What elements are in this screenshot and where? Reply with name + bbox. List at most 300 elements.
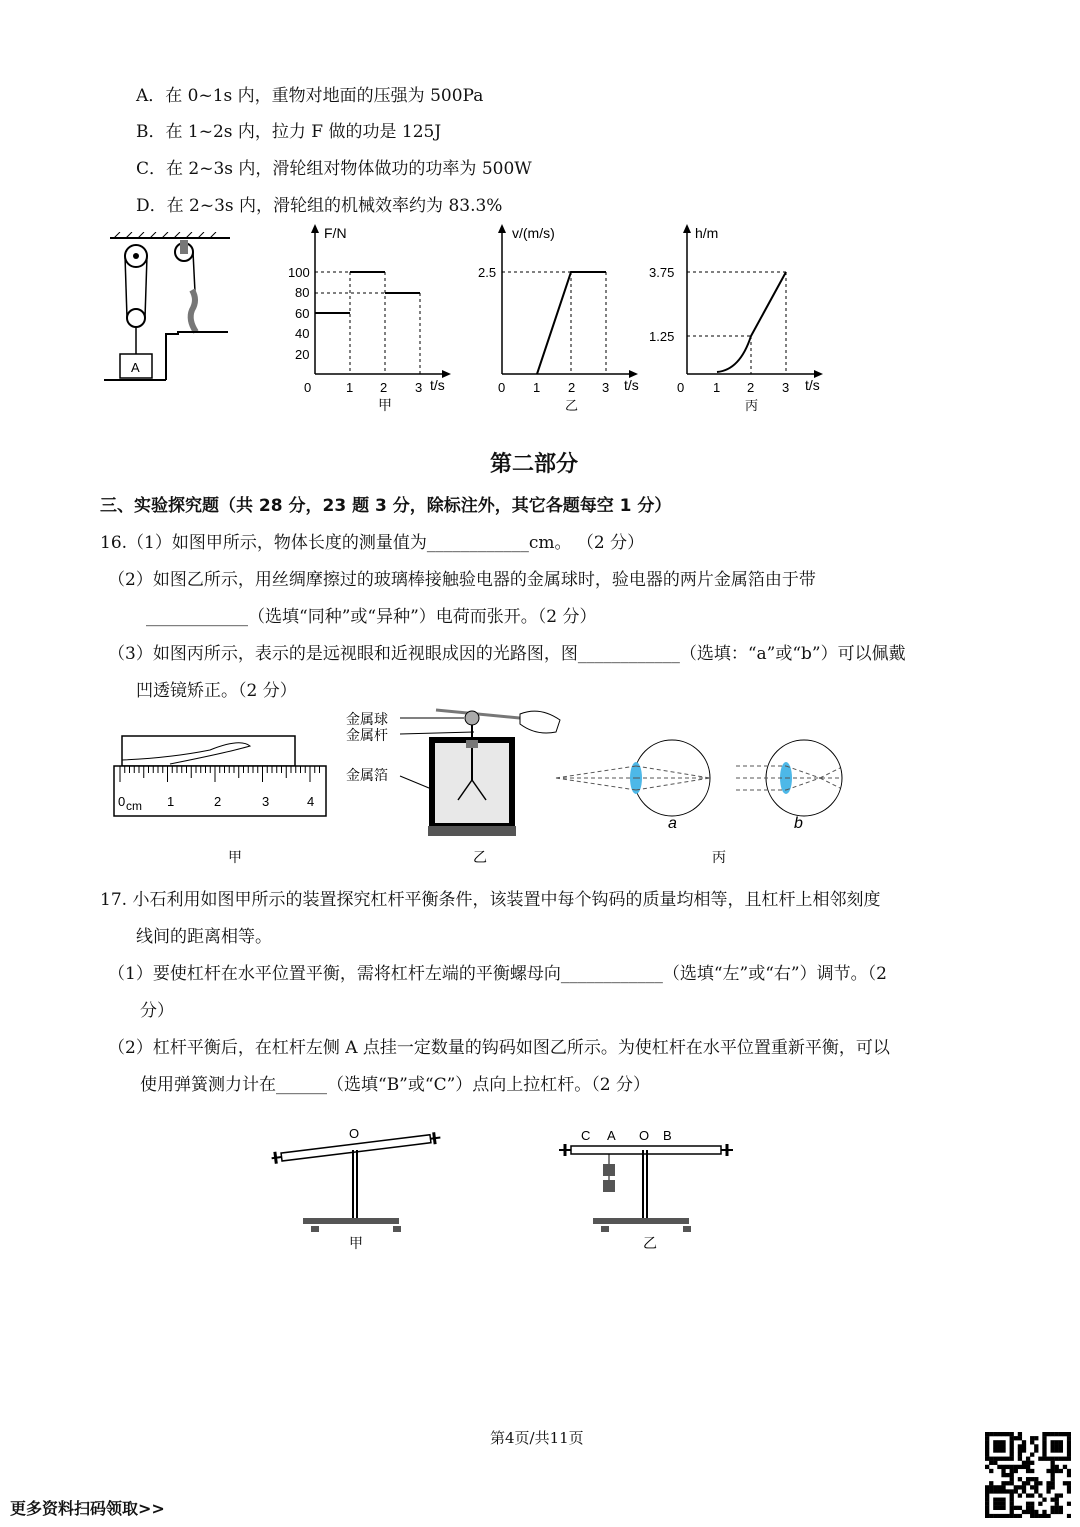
qr-module: [1046, 1485, 1050, 1489]
graph-bing-xtick: 1: [713, 380, 721, 395]
qr-module: [1059, 1506, 1063, 1510]
qr-module: [1026, 1510, 1030, 1514]
qr-module: [1046, 1481, 1050, 1485]
qr-module: [1067, 1448, 1071, 1452]
qr-module: [1018, 1493, 1022, 1497]
electroscope-figure: [340, 700, 580, 870]
qr-module: [989, 1489, 993, 1493]
qr-module: [1051, 1444, 1055, 1448]
qr-module: [1067, 1489, 1071, 1493]
qr-module: [1051, 1506, 1055, 1510]
q17-line4: 分）: [140, 1001, 174, 1021]
ruler-tick-label: 2: [214, 794, 222, 809]
bottom-note: 更多资料扫码领取>>: [10, 1499, 165, 1518]
qr-module: [1034, 1448, 1038, 1452]
qr-module: [997, 1514, 1001, 1518]
qr-module: [989, 1514, 993, 1518]
qr-module: [1026, 1461, 1030, 1465]
graph-yi-xtick: 2: [568, 380, 576, 395]
qr-module: [989, 1485, 993, 1489]
qr-module: [1030, 1436, 1034, 1440]
qr-module: [1010, 1452, 1014, 1456]
qr-module: [993, 1457, 997, 1461]
qr-module: [1010, 1514, 1014, 1518]
qr-module: [1046, 1469, 1050, 1473]
qr-module: [1051, 1465, 1055, 1469]
qr-module: [1005, 1432, 1009, 1436]
qr-module: [993, 1432, 997, 1436]
qr-module: [1014, 1485, 1018, 1489]
graph-jia-xlabel: t/s: [430, 377, 445, 393]
eye-caption: 丙: [712, 849, 726, 865]
qr-module: [1030, 1440, 1034, 1444]
eye-figure: [550, 730, 850, 870]
weight-label: A: [131, 360, 140, 375]
qr-module: [1001, 1502, 1005, 1506]
graph-yi-xtick: 1: [533, 380, 541, 395]
qr-module: [1034, 1510, 1038, 1514]
qr-module: [1042, 1452, 1046, 1456]
qr-module: [1018, 1465, 1022, 1469]
qr-module: [985, 1498, 989, 1502]
qr-module: [1046, 1432, 1050, 1436]
ruler-tick-label: 1: [167, 794, 175, 809]
qr-module: [985, 1432, 989, 1436]
qr-module: [1030, 1452, 1034, 1456]
qr-module: [1010, 1510, 1014, 1514]
graph-bing-ylabel: h/m: [695, 225, 719, 241]
qr-module: [1018, 1485, 1022, 1489]
qr-module: [1022, 1510, 1026, 1514]
q17-line2: 线间的距离相等。: [136, 927, 272, 947]
lever-yi-caption: 乙: [643, 1235, 657, 1251]
qr-module: [1010, 1481, 1014, 1485]
graph-bing-h-t: [645, 222, 835, 422]
qr-module: [993, 1448, 997, 1452]
qr-module: [1038, 1493, 1042, 1497]
qr-module: [985, 1493, 989, 1497]
qr-module: [993, 1506, 997, 1510]
qr-module: [1014, 1514, 1018, 1518]
qr-module: [989, 1469, 993, 1473]
qr-module: [1051, 1485, 1055, 1489]
qr-module: [993, 1444, 997, 1448]
q17-line1: 17. 小石利用如图甲所示的装置探究杠杆平衡条件，该装置中每个钩码的质量均相等，且杠杆上相邻刻度: [100, 890, 881, 910]
option-a: A．在 0~1s 内，重物对地面的压强为 500Pa: [136, 86, 484, 106]
qr-module: [985, 1452, 989, 1456]
graph-yi-ylabel: v/(m/s): [512, 225, 555, 241]
qr-module: [1010, 1502, 1014, 1506]
qr-module: [1001, 1457, 1005, 1461]
qr-module: [1055, 1493, 1059, 1497]
qr-module: [1030, 1514, 1034, 1518]
qr-module: [1059, 1440, 1063, 1444]
qr-module: [993, 1489, 997, 1493]
qr-module: [1010, 1457, 1014, 1461]
qr-module: [1051, 1510, 1055, 1514]
qr-module: [1038, 1481, 1042, 1485]
qr-module: [1001, 1481, 1005, 1485]
qr-module: [1059, 1457, 1063, 1461]
eye-label-b: b: [794, 815, 803, 832]
graph-bing-ytick: 3.75: [649, 265, 675, 280]
qr-module: [1022, 1485, 1026, 1489]
graph-yi-xtick: 3: [602, 380, 610, 395]
qr-module: [985, 1436, 989, 1440]
qr-module: [993, 1514, 997, 1518]
qr-module: [1001, 1432, 1005, 1436]
ruler-tick-label: 0: [118, 794, 126, 809]
section-3-title: 三、实验探究题（共 28 分，23 题 3 分，除标注外，其它各题每空 1 分）: [100, 496, 672, 516]
label-metal-rod: 金属杆: [346, 727, 388, 743]
qr-module: [1038, 1502, 1042, 1506]
lever-yi-point: O: [639, 1128, 650, 1143]
qr-module: [1059, 1469, 1063, 1473]
qr-module: [1010, 1469, 1014, 1473]
qr-module: [1030, 1485, 1034, 1489]
lever-yi-figure: [555, 1120, 745, 1255]
ruler-tick-label: 3: [262, 794, 270, 809]
graph-jia-ytick: 60: [295, 306, 310, 321]
ruler-tick-label: 4: [307, 794, 315, 809]
qr-module: [1051, 1498, 1055, 1502]
qr-module: [1014, 1465, 1018, 1469]
graph-bing-xtick: 2: [747, 380, 755, 395]
graph-jia-xtick: 3: [415, 380, 423, 395]
qr-module: [997, 1448, 1001, 1452]
qr-module: [1001, 1440, 1005, 1444]
qr-module: [1010, 1493, 1014, 1497]
qr-module: [993, 1485, 997, 1489]
graph-bing-xtick: 3: [782, 380, 790, 395]
qr-module: [1055, 1469, 1059, 1473]
qr-module: [1001, 1465, 1005, 1469]
q17-line6: 使用弹簧测力计在______（选填“B”或“C”）点向上拉杠杆。（2 分）: [140, 1075, 650, 1095]
qr-module: [1042, 1510, 1046, 1514]
qr-module: [1046, 1457, 1050, 1461]
qr-module: [985, 1514, 989, 1518]
qr-module: [1001, 1514, 1005, 1518]
qr-module: [997, 1465, 1001, 1469]
qr-module: [1010, 1506, 1014, 1510]
qr-module: [1018, 1452, 1022, 1456]
qr-module: [1067, 1469, 1071, 1473]
lever-yi-point: A: [607, 1128, 616, 1143]
qr-module: [1026, 1465, 1030, 1469]
qr-module: [989, 1461, 993, 1465]
qr-module: [1067, 1444, 1071, 1448]
qr-module: [1055, 1444, 1059, 1448]
qr-module: [1001, 1469, 1005, 1473]
qr-module: [997, 1502, 1001, 1506]
qr-module: [997, 1506, 1001, 1510]
qr-module: [1067, 1481, 1071, 1485]
qr-code-icon[interactable]: [985, 1432, 1071, 1518]
qr-module: [1063, 1432, 1067, 1436]
label-metal-ball: 金属球: [346, 711, 388, 727]
qr-module: [1018, 1457, 1022, 1461]
qr-module: [1026, 1469, 1030, 1473]
qr-module: [1051, 1432, 1055, 1436]
q16-line1: 16.（1）如图甲所示，物体长度的测量值为____________cm。 （2 分）: [100, 533, 645, 553]
qr-module: [989, 1457, 993, 1461]
qr-module: [1055, 1457, 1059, 1461]
qr-module: [1026, 1477, 1030, 1481]
qr-module: [993, 1461, 997, 1465]
qr-module: [985, 1502, 989, 1506]
graph-jia-xtick: 2: [380, 380, 388, 395]
qr-module: [1034, 1489, 1038, 1493]
qr-module: [1042, 1432, 1046, 1436]
part-title: 第二部分: [490, 452, 579, 477]
graph-bing-caption: 丙: [745, 398, 759, 413]
qr-module: [1051, 1469, 1055, 1473]
qr-module: [1067, 1485, 1071, 1489]
graph-jia-ytick: 40: [295, 326, 310, 341]
qr-module: [1030, 1469, 1034, 1473]
qr-module: [1034, 1444, 1038, 1448]
option-d: D．在 2~3s 内，滑轮组的机械效率约为 83.3%: [136, 196, 503, 216]
electroscope-caption: 乙: [473, 849, 487, 865]
graph-jia-ytick: 20: [295, 347, 310, 362]
qr-module: [1034, 1436, 1038, 1440]
ruler-figure: [110, 730, 330, 870]
qr-module: [1059, 1432, 1063, 1436]
qr-module: [1055, 1498, 1059, 1502]
qr-module: [1018, 1477, 1022, 1481]
qr-module: [989, 1481, 993, 1485]
qr-module: [1026, 1481, 1030, 1485]
qr-module: [1010, 1436, 1014, 1440]
graph-jia-xtick: 0: [304, 380, 312, 395]
qr-module: [1051, 1473, 1055, 1477]
qr-module: [1018, 1448, 1022, 1452]
qr-module: [1067, 1452, 1071, 1456]
qr-module: [997, 1498, 1001, 1502]
lever-yi-point: B: [663, 1128, 672, 1143]
qr-module: [1042, 1514, 1046, 1518]
qr-module: [1034, 1485, 1038, 1489]
qr-module: [1038, 1514, 1042, 1518]
qr-module: [997, 1489, 1001, 1493]
qr-module: [1055, 1510, 1059, 1514]
qr-module: [1055, 1432, 1059, 1436]
qr-module: [1051, 1457, 1055, 1461]
qr-module: [1005, 1481, 1009, 1485]
graph-yi-xlabel: t/s: [624, 377, 639, 393]
qr-module: [1018, 1506, 1022, 1510]
qr-module: [1010, 1465, 1014, 1469]
qr-module: [1010, 1444, 1014, 1448]
qr-module: [985, 1465, 989, 1469]
qr-module: [1014, 1469, 1018, 1473]
qr-module: [997, 1457, 1001, 1461]
qr-module: [1030, 1510, 1034, 1514]
qr-module: [1051, 1448, 1055, 1452]
qr-module: [1063, 1465, 1067, 1469]
qr-module: [1030, 1493, 1034, 1497]
qr-module: [1059, 1493, 1063, 1497]
qr-module: [1042, 1444, 1046, 1448]
qr-module: [1042, 1448, 1046, 1452]
qr-module: [1022, 1489, 1026, 1493]
qr-module: [1055, 1506, 1059, 1510]
qr-module: [1005, 1489, 1009, 1493]
graph-jia-ylabel: F/N: [324, 225, 347, 241]
qr-module: [1059, 1510, 1063, 1514]
qr-module: [1022, 1444, 1026, 1448]
graph-jia-ytick: 80: [295, 285, 310, 300]
qr-module: [1014, 1506, 1018, 1510]
qr-module: [1022, 1461, 1026, 1465]
qr-module: [1001, 1448, 1005, 1452]
qr-module: [1030, 1502, 1034, 1506]
qr-module: [1067, 1440, 1071, 1444]
qr-module: [1059, 1448, 1063, 1452]
qr-module: [1022, 1448, 1026, 1452]
qr-module: [1034, 1477, 1038, 1481]
qr-module: [1001, 1489, 1005, 1493]
qr-module: [1067, 1436, 1071, 1440]
qr-module: [1038, 1457, 1042, 1461]
page-footer: 第4页/共11页: [490, 1429, 584, 1447]
qr-module: [1005, 1473, 1009, 1477]
qr-module: [1001, 1473, 1005, 1477]
qr-module: [1051, 1477, 1055, 1481]
qr-module: [985, 1485, 989, 1489]
qr-module: [997, 1432, 1001, 1436]
qr-module: [1010, 1473, 1014, 1477]
graph-yi-xtick: 0: [498, 380, 506, 395]
qr-module: [985, 1510, 989, 1514]
label-metal-foil: 金属箔: [346, 767, 388, 783]
qr-module: [993, 1498, 997, 1502]
graph-jia-caption: 甲: [378, 397, 392, 413]
qr-module: [1051, 1440, 1055, 1444]
q17-line3: （1）要使杠杆在水平位置平衡，需将杠杆左端的平衡螺母向____________（选填“左”或“右”）调节。（2: [108, 964, 887, 984]
qr-module: [1063, 1457, 1067, 1461]
q17-line5: （2）杠杆平衡后，在杠杆左侧 A 点挂一定数量的钩码如图乙所示。为使杠杆在水平位置重新平衡，可以: [108, 1038, 890, 1058]
qr-module: [1014, 1436, 1018, 1440]
qr-module: [1042, 1498, 1046, 1502]
qr-module: [1018, 1444, 1022, 1448]
qr-module: [997, 1485, 1001, 1489]
graph-yi-caption: 乙: [565, 398, 579, 413]
qr-module: [1010, 1477, 1014, 1481]
qr-module: [1030, 1477, 1034, 1481]
qr-module: [993, 1502, 997, 1506]
qr-module: [993, 1440, 997, 1444]
qr-module: [1014, 1489, 1018, 1493]
qr-module: [985, 1440, 989, 1444]
qr-module: [1051, 1461, 1055, 1465]
q16-line5: 凹透镜矫正。（2 分）: [136, 681, 297, 701]
qr-module: [1026, 1506, 1030, 1510]
qr-module: [1022, 1440, 1026, 1444]
qr-module: [1001, 1485, 1005, 1489]
qr-module: [1026, 1457, 1030, 1461]
qr-module: [997, 1444, 1001, 1448]
qr-module: [1055, 1465, 1059, 1469]
lever-jia-pivot: O: [349, 1126, 360, 1141]
qr-module: [1001, 1506, 1005, 1510]
qr-module: [989, 1432, 993, 1436]
qr-module: [1042, 1457, 1046, 1461]
q16-line2: （2）如图乙所示，用丝绸摩擦过的玻璃棒接触验电器的金属球时，验电器的两片金属箔由于带: [108, 570, 816, 590]
qr-module: [1067, 1502, 1071, 1506]
graph-jia-f-t: [280, 222, 460, 422]
lever-jia-figure: [265, 1120, 455, 1255]
qr-module: [1010, 1489, 1014, 1493]
lever-jia-caption: 甲: [349, 1235, 363, 1251]
qr-module: [1046, 1514, 1050, 1518]
qr-module: [1010, 1440, 1014, 1444]
qr-module: [1067, 1473, 1071, 1477]
qr-module: [985, 1506, 989, 1510]
option-c: C．在 2~3s 内，滑轮组对物体做功的功率为 500W: [136, 159, 532, 179]
qr-module: [1005, 1457, 1009, 1461]
qr-module: [1026, 1502, 1030, 1506]
qr-module: [1067, 1432, 1071, 1436]
qr-module: [1034, 1481, 1038, 1485]
qr-module: [1046, 1489, 1050, 1493]
qr-module: [1042, 1440, 1046, 1444]
qr-module: [1018, 1432, 1022, 1436]
graph-bing-xlabel: t/s: [805, 377, 820, 393]
qr-module: [1005, 1465, 1009, 1469]
qr-module: [1010, 1448, 1014, 1452]
qr-module: [985, 1444, 989, 1448]
pulley-figure: [100, 232, 240, 392]
qr-module: [997, 1440, 1001, 1444]
graph-jia-ytick: 100: [288, 265, 310, 280]
qr-module: [1059, 1444, 1063, 1448]
graph-yi-ytick: 2.5: [478, 265, 497, 280]
qr-module: [1022, 1481, 1026, 1485]
qr-module: [1067, 1514, 1071, 1518]
ruler-caption: 甲: [228, 849, 242, 865]
graph-bing-xtick: 0: [677, 380, 685, 395]
qr-module: [1030, 1506, 1034, 1510]
qr-module: [1051, 1481, 1055, 1485]
qr-module: [1005, 1514, 1009, 1518]
lever-yi-point: C: [581, 1128, 591, 1143]
qr-module: [1018, 1436, 1022, 1440]
qr-module: [1055, 1440, 1059, 1444]
qr-module: [1034, 1514, 1038, 1518]
q16-line3: ____________（选填“同种”或“异种”）电荷而张开。（2 分）: [146, 607, 597, 627]
qr-module: [1026, 1493, 1030, 1497]
qr-module: [1001, 1444, 1005, 1448]
option-b: B．在 1~2s 内，拉力 F 做的功是 125J: [136, 122, 442, 142]
qr-module: [985, 1457, 989, 1461]
qr-module: [1010, 1498, 1014, 1502]
qr-module: [1001, 1498, 1005, 1502]
qr-module: [1055, 1448, 1059, 1452]
ruler-unit: cm: [126, 799, 142, 813]
qr-module: [1022, 1465, 1026, 1469]
qr-module: [1042, 1436, 1046, 1440]
qr-module: [1067, 1457, 1071, 1461]
graph-jia-xtick: 1: [346, 380, 354, 395]
qr-module: [1018, 1514, 1022, 1518]
qr-module: [1055, 1502, 1059, 1506]
eye-label-a: a: [668, 815, 677, 832]
q16-line4: （3）如图丙所示，表示的是远视眼和近视眼成因的光路图，图____________（选填：“a”或“b”）可以佩戴: [108, 644, 906, 664]
qr-module: [1010, 1432, 1014, 1436]
qr-module: [985, 1489, 989, 1493]
qr-module: [985, 1448, 989, 1452]
